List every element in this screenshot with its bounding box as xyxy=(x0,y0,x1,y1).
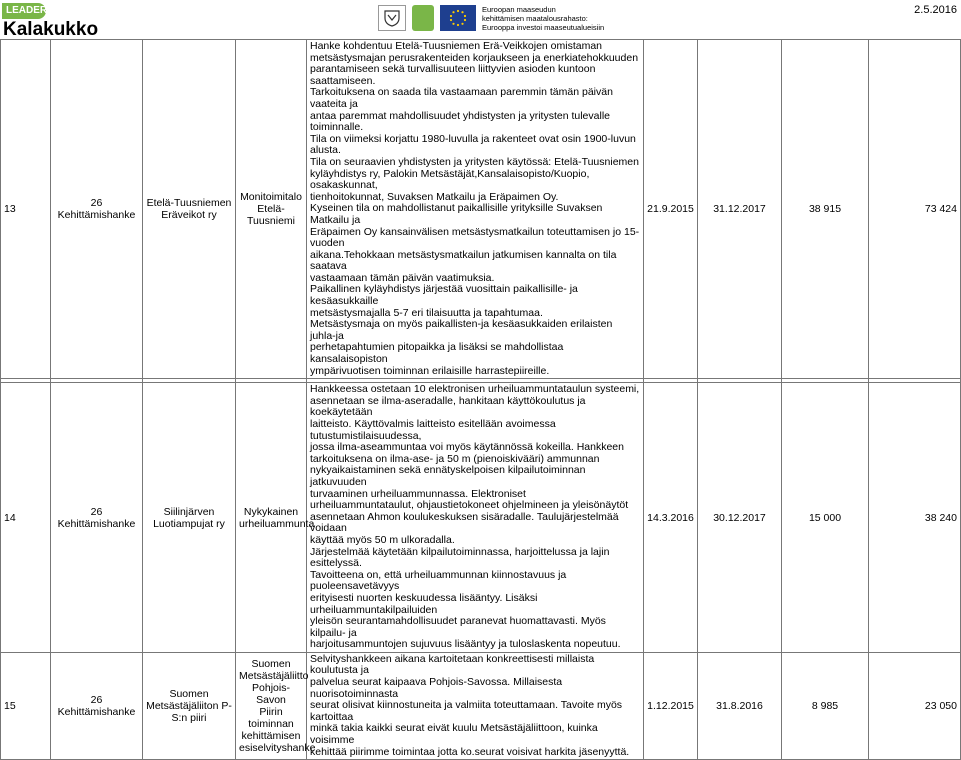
brand-title: Kalakukko xyxy=(3,19,99,40)
project-name-line: Monitoimitalo xyxy=(240,191,302,204)
project-name-line: Pohjois-Savon xyxy=(252,682,290,707)
project-type: 26 Kehittämishanke xyxy=(51,652,143,759)
description-line: jossa ilma-aseammuntaa voi myös käytännössä kokeilla. Hankkeen xyxy=(310,441,624,454)
public-funding: 8 985 xyxy=(782,652,869,759)
end-date: 31.8.2016 xyxy=(698,652,782,759)
project-name xyxy=(236,383,315,653)
description-line: parantamiseen sekä turvallisuuteen liittyvien asioden kuntoon saattamiseen. xyxy=(310,63,596,87)
applicant xyxy=(143,652,236,759)
description-line: asennetaan Ahmon koulukeskuksen sisäradalle. Taulujärjestelmää voidaan xyxy=(310,510,619,535)
project-name-line: Metsästäjäliitto xyxy=(239,670,309,683)
table-row xyxy=(1,652,961,759)
total-cost: 73 424 xyxy=(869,40,961,379)
description-line: nykyaikaistaminen sekä ennätyskelpoisen kilpailutoiminnan jatkuvuuden xyxy=(310,464,586,488)
table-row xyxy=(1,383,961,653)
description-line: aikana.Tehokkaan metsästysmatkailun jatkumisen kannalta on tila saatava xyxy=(310,248,617,273)
description-line: tarkoituksena on ilma-ase- ja 50 m (pienoiskivääri) ammunnan xyxy=(310,452,600,465)
start-date: 1.12.2015 xyxy=(644,652,698,759)
description-line: vastaamaan tämän päivän vaatimuksia. xyxy=(310,271,495,284)
description-line: urheiluammuntataulut, ohjaustietokoneet ohjelmineen ja yleisönäytöt xyxy=(310,499,629,512)
project-type: 26 Kehittämishanke xyxy=(51,383,143,653)
eu-text-line: Euroopan maaseudun xyxy=(482,4,556,14)
leader-logo-icon xyxy=(412,5,434,31)
applicant-line: Metsästäjäliiton P- xyxy=(146,700,232,713)
row-number: 15 xyxy=(1,652,51,759)
description-line: Hankkeessa ostetaan 10 elektronisen urheiluammuntataulun systeemi, xyxy=(310,383,640,396)
eu-flag-icon xyxy=(440,5,476,31)
description-line: kyläyhdistys ry, Palokin Metsästäjät,Kansalaisopisto/Kuopio, osakaskunnat, xyxy=(310,167,590,192)
description-line: Tavoitteena on, että urheiluammunnan kiinnostavuus ja puoleensavetävyys xyxy=(310,568,567,593)
project-name-line: kehittämisen xyxy=(241,730,301,743)
project-description xyxy=(307,652,644,759)
projects-table xyxy=(0,39,961,760)
project-name-line: Suomen xyxy=(251,658,291,671)
description-line: kehittää piirimme toimintaa jotta ko.seurat voisivat harkita jäsenyyttä. xyxy=(310,745,630,758)
project-name-line: Etelä-Tuusniemi xyxy=(246,203,296,228)
project-description xyxy=(307,383,644,653)
public-funding: 38 915 xyxy=(782,40,869,379)
leader-badge: LEADER xyxy=(2,3,46,19)
public-funding: 15 000 xyxy=(782,383,869,653)
end-date: 30.12.2017 xyxy=(698,383,782,653)
total-cost: 38 240 xyxy=(869,383,961,653)
description-line: asennetaan se ilma-aseradalle, hankitaan käyttökoulutus ja koekäytetään xyxy=(310,394,586,419)
eu-funding-text xyxy=(482,5,604,32)
start-date: 21.9.2015 xyxy=(644,40,698,379)
project-name-line: esiselvityshanke xyxy=(239,742,316,755)
finland-coat-of-arms-icon xyxy=(378,5,406,31)
description-line: Tila on seuraavien yhdistysten ja yritysten käytössä: Etelä-Tuusniemen xyxy=(310,155,639,168)
description-line: tienhoitokunnat, Suvaksen Matkailu ja Eräpaimen Oy. xyxy=(310,190,559,203)
description-line: Tarkoituksena on saada tila vastaamaan paremmin tämän päivän vaateita ja xyxy=(310,86,613,110)
description-line: metsästysmajan perusrakenteiden korjaukseen ja enerkiatehokkuuden xyxy=(310,51,639,64)
description-line: metsästysmajalla 5-7 eri tilaisuutta ja tapahtumaa. xyxy=(310,306,543,319)
description-line: minkä takia kaikki seurat eivät kuulu Metsästäjäliittoon, kuinka voisimme xyxy=(310,722,598,747)
description-line: erityisesti nuorten keskuudessa lisääntyy. Lisäksi urheiluammuntakilpailuiden xyxy=(310,591,538,616)
eu-text-line: Eurooppa investoi maaseutualueisiin xyxy=(482,22,605,32)
description-line: ympärivuotisen toiminnan erilaisille harrastepiireille. xyxy=(310,364,550,377)
start-date: 14.3.2016 xyxy=(644,383,698,653)
description-line: Metsästysmaja on myös paikallisten-ja kesäasukkaiden erilaisten juhla-ja xyxy=(310,318,613,342)
description-line: perhetapahtumien pitopaikka ja lisäksi se mahdollistaa kansalaisopiston xyxy=(310,341,564,366)
project-name-line: Piirin toiminnan xyxy=(248,706,294,731)
description-line: käyttää myös 50 m ulkoradalla. xyxy=(310,533,455,546)
applicant xyxy=(143,383,236,653)
funding-logos xyxy=(378,4,604,32)
applicant-line: Etelä-Tuusniemen xyxy=(146,197,232,210)
table-row xyxy=(1,40,961,379)
description-line: Selvityshankkeen aikana kartoitetaan konkreettisesti millaista koulutusta ja xyxy=(310,652,595,677)
total-cost: 23 050 xyxy=(869,652,961,759)
description-line: Järjestelmää käytetään kilpailutoiminnassa, harjoittelussa ja lajin esittelyssä. xyxy=(310,545,610,570)
applicant-line: S:n piiri xyxy=(171,712,207,725)
applicant-line: Eräveikot ry xyxy=(161,209,217,222)
row-number: 14 xyxy=(1,383,51,653)
applicant-line: Suomen xyxy=(169,688,209,701)
project-name-line: urheiluammunta xyxy=(239,517,315,530)
project-name xyxy=(236,652,316,759)
description-line: Eräpaimen Oy kansainvälisen metsästysmatkailun toteuttamisen jo 15-vuoden xyxy=(310,225,640,250)
description-line: Paikallinen kyläyhdistys järjestää vuosittain paikallisille- ja kesäasukkaille xyxy=(310,283,578,308)
applicant-line: Luotiampujat ry xyxy=(153,517,225,530)
description-line: harjoitusammuntojen sujuvuus lisääntyy ja tuloslaskenta nopeutuu. xyxy=(310,638,621,651)
description-line: laitteisto. Käyttövalmis laitteisto esitellään avoimessa tutustumistilaisuudessa, xyxy=(310,418,556,442)
page-header xyxy=(0,0,960,44)
eu-text-line: kehittämisen maatalousrahasto: xyxy=(482,13,588,23)
description-line: seurat olisivat kiinnostuneita ja valmiita toteuttamaan. Tavoite myös kartoittaa xyxy=(310,699,623,723)
project-description xyxy=(307,40,644,379)
description-line: Hanke kohdentuu Etelä-Tuusniemen Erä-Veikkojen omistaman xyxy=(310,40,603,52)
description-line: Kyseinen tila on mahdollistanut paikallisille yrityksille Suvaksen Matkailu ja xyxy=(310,202,603,226)
applicant xyxy=(143,40,236,379)
description-line: yleisön seurantamahdollisuudet paranevat huomattavasti. Myös kilpailu- ja xyxy=(310,615,606,639)
applicant-line: Siilinjärven xyxy=(163,505,215,518)
row-number: 13 xyxy=(1,40,51,379)
document-date: 2.5.2016 xyxy=(914,4,957,16)
description-line: Tila on viimeksi korjattu 1980-luvulla ja rakenteet ovat osin 1900-luvun alusta. xyxy=(310,132,636,157)
project-type: 26 Kehittämishanke xyxy=(51,40,143,379)
description-line: antaa paremmat mahdollisuudet yhdistysten ja yritysten tulevalle toiminnalle. xyxy=(310,109,610,134)
project-name xyxy=(236,40,307,379)
project-name-line: Nykykainen xyxy=(243,505,299,518)
description-line: palvelua seurat kaipaava Pohjois-Savossa. Millaisesta nuorisotoiminnasta xyxy=(310,676,563,700)
end-date: 31.12.2017 xyxy=(698,40,782,379)
description-line: turvaaminen urheiluammunnassa. Elektroniset xyxy=(310,487,526,500)
